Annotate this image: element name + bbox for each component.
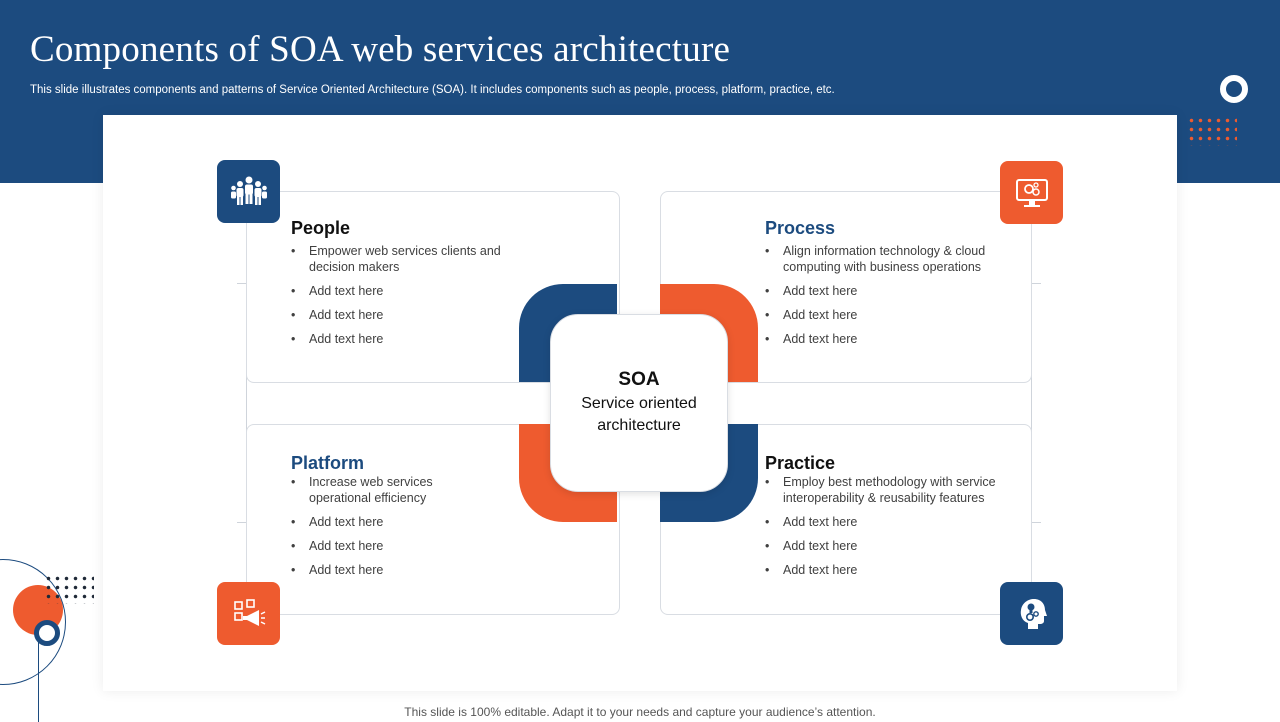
practice-heading: Practice xyxy=(765,453,836,473)
marketing-megaphone-icon xyxy=(217,582,280,645)
list-item: • Add text here xyxy=(765,283,1005,299)
list-item: • Increase web services operational efficiency xyxy=(291,474,491,506)
list-item: • Add text here xyxy=(291,514,491,530)
people-bullets xyxy=(291,243,531,355)
list-item: • Add text here xyxy=(291,538,491,554)
blue-ring-decoration xyxy=(34,620,60,646)
list-item: • Add text here xyxy=(765,307,1005,323)
slide-subtitle: This slide illustrates components and patterns of Service Oriented Architecture (SOA). It includes components such as people, process, platform, practice, etc. xyxy=(30,84,835,96)
list-item: • Add text here xyxy=(765,331,1005,347)
center-title: SOA xyxy=(618,368,660,390)
practice-bullets xyxy=(765,474,1005,586)
list-item: • Add text here xyxy=(291,562,491,578)
process-heading: Process xyxy=(765,218,836,238)
head-lightbulb-gears-icon xyxy=(1000,582,1063,645)
slide-title: Components of SOA web services architecture xyxy=(30,29,731,70)
people-heading: People xyxy=(291,218,351,238)
platform-bullets xyxy=(291,474,491,586)
footer-note: This slide is 100% editable. Adapt it to your needs and capture your audience’s attention. xyxy=(404,705,876,719)
center-hub xyxy=(550,314,728,492)
list-item: • Empower web services clients and decision makers xyxy=(291,243,531,275)
list-item: • Align information technology & cloud computing with business operations xyxy=(765,243,1005,275)
list-item: • Add text here xyxy=(765,514,1005,530)
people-group-icon xyxy=(217,160,280,223)
list-item: • Add text here xyxy=(291,307,531,323)
list-item: • Add text here xyxy=(291,331,531,347)
process-bullets xyxy=(765,243,1005,355)
ring-decoration xyxy=(1220,75,1248,103)
platform-heading: Platform xyxy=(291,453,365,473)
list-item: • Employ best methodology with service interoperability & reusability features xyxy=(765,474,1005,506)
list-item: • Add text here xyxy=(765,538,1005,554)
center-subtitle: Service oriented architecture xyxy=(581,394,697,434)
list-item: • Add text here xyxy=(291,283,531,299)
dot-grid-decoration-bottom xyxy=(44,574,94,604)
list-item: • Add text here xyxy=(765,562,1005,578)
dot-grid-decoration xyxy=(1187,116,1237,146)
monitor-gears-icon xyxy=(1000,161,1063,224)
